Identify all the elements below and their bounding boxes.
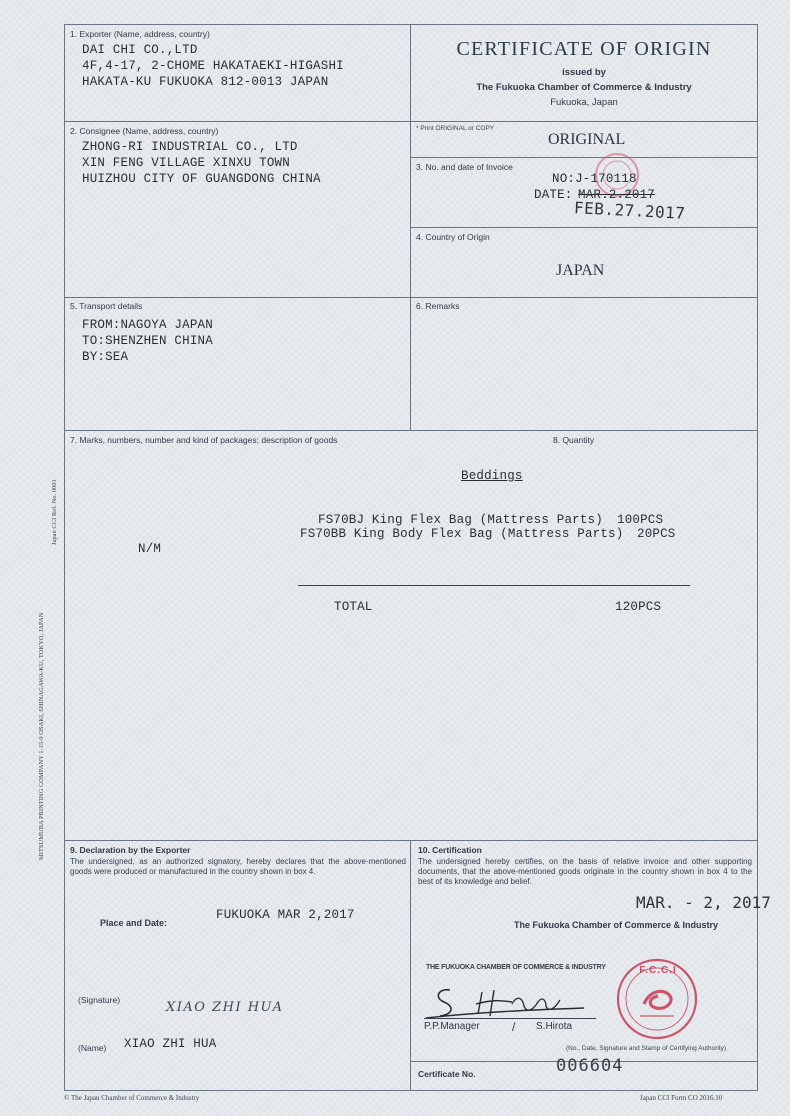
box7-label: 7. Marks, numbers, number and kind of packages; description of goods (70, 435, 338, 445)
hline-3 (410, 157, 758, 158)
footer-form-id: Japan CCI Form CO 2016.10 (640, 1094, 723, 1102)
invoice-date-stamp: FEB.27.2017 (573, 198, 686, 223)
total-rule (298, 585, 690, 586)
total-label: TOTAL (334, 600, 373, 614)
signature-rule (424, 1018, 596, 1019)
issuer-name: The Fukuoka Chamber of Commerce & Industry (476, 82, 692, 93)
certificate-no-label: Certificate No. (418, 1069, 476, 1079)
box5-label: 5. Transport details (70, 301, 143, 311)
consignee-address-1: XIN FENG VILLAGE XINXU TOWN (82, 156, 290, 170)
consignee-name: ZHONG-RI INDUSTRIAL CO., LTD (82, 140, 298, 154)
fcci-seal-text: F.C.C.I (639, 965, 677, 976)
print-type-label: * Print ORIGINAL or COPY (416, 125, 495, 132)
frame-right (757, 24, 758, 1090)
certificate-no-value: 006604 (556, 1056, 624, 1076)
consignee-address-2: HUIZHOU CITY OF GUANGDONG CHINA (82, 172, 321, 186)
ref-side-text: Japan CCI Ref. No. 0001 (51, 479, 58, 545)
hline-7 (64, 430, 758, 431)
certifying-authority-note: (No., Date, Signature and Stamp of Certifying Authority) (566, 1045, 727, 1052)
total-quantity: 120PCS (615, 600, 662, 614)
issued-by: issued by (562, 67, 606, 78)
hline-4 (410, 227, 758, 228)
name-label: (Name) (78, 1043, 107, 1053)
footer-copyright: © The Japan Chamber of Commerce & Industry (64, 1094, 200, 1102)
issuer-city: Fukuoka, Japan (550, 97, 618, 108)
box6-label: 6. Remarks (416, 301, 460, 311)
exporter-signature: XIAO ZHI HUA (166, 1000, 284, 1015)
signer-title: P.P.Manager (424, 1021, 480, 1032)
goods-item-1-qty: 100PCS (617, 513, 664, 527)
certification-text: The undersigned hereby certifies, on the basis of relative invoice and other supporting documents, that the above-mentioned goods originate in the country shown in box 4 to the best of its knowledge and belief. (418, 857, 752, 886)
invoice-date-prefix: DATE: (534, 188, 573, 202)
goods-heading: Beddings (461, 469, 523, 483)
frame-left (64, 24, 65, 1090)
certification-date-stamp: MAR. - 2, 2017 (636, 893, 771, 912)
shipping-marks: N/M (138, 542, 162, 556)
print-type-value: ORIGINAL (548, 131, 626, 148)
place-date-label: Place and Date: (100, 918, 168, 928)
certifying-chamber: The Fukuoka Chamber of Commerce & Industry (514, 920, 719, 930)
signature-label: (Signature) (78, 995, 121, 1005)
invoice-number: NO:J-170118 (552, 172, 637, 186)
frame-bottom (64, 1090, 758, 1091)
box10-label: 10. Certification (418, 845, 482, 855)
signer-separator: / (512, 1020, 516, 1034)
frame-top (64, 24, 758, 25)
goods-item-2-desc: FS70BB King Body Flex Bag (Mattress Parts) (300, 527, 624, 541)
divider-center-bottom (410, 840, 411, 1090)
exporter-address-1: 4F,4-17, 2-CHOME HAKATAEKI-HIGASHI (82, 59, 344, 73)
box4-label: 4. Country of Origin (416, 232, 490, 242)
box1-label: 1. Exporter (Name, address, country) (70, 29, 210, 39)
hline-9 (64, 840, 758, 841)
transport-by: BY:SEA (82, 350, 129, 364)
transport-from: FROM:NAGOYA JAPAN (82, 318, 213, 332)
exporter-address-2: HAKATA-KU FUKUOKA 812-0013 JAPAN (82, 75, 329, 89)
box3-label: 3. No. and date of Invoice (416, 162, 513, 172)
goods-item-2-qty: 20PCS (637, 527, 676, 541)
chamber-stamp-header: THE FUKUOKA CHAMBER OF COMMERCE & INDUSTRY (426, 964, 606, 971)
box2-label: 2. Consignee (Name, address, country) (70, 126, 219, 136)
hline-1 (64, 121, 758, 122)
declaration-text: The undersigned, as an authorized signatory, hereby declares that the above-mentioned goods were produced or manufactured in the country shown in box 4. (70, 857, 406, 876)
exporter-name: DAI CHI CO.,LTD (82, 43, 198, 57)
country-of-origin: JAPAN (556, 262, 605, 279)
document-title: CERTIFICATE OF ORIGIN (456, 38, 712, 60)
transport-to: TO:SHENZHEN CHINA (82, 334, 213, 348)
place-date-value: FUKUOKA MAR 2,2017 (216, 908, 355, 922)
box9-label: 9. Declaration by the Exporter (70, 845, 191, 855)
box8-label: 8. Quantity (553, 435, 595, 445)
invoice-date-struck: MAR.2.2017 (578, 188, 656, 202)
exporter-name-value: XIAO ZHI HUA (124, 1037, 217, 1051)
printer-side-text: MITSUMURA PRINTING COMPANY 1-15-9 OSAKI, SHINAGAWA-KU, TOKYO, JAPAN (38, 612, 45, 860)
signer-name: S.Hirota (536, 1021, 573, 1032)
hline-5 (64, 297, 758, 298)
goods-item-1-desc: FS70BJ King Flex Bag (Mattress Parts) (318, 513, 603, 527)
